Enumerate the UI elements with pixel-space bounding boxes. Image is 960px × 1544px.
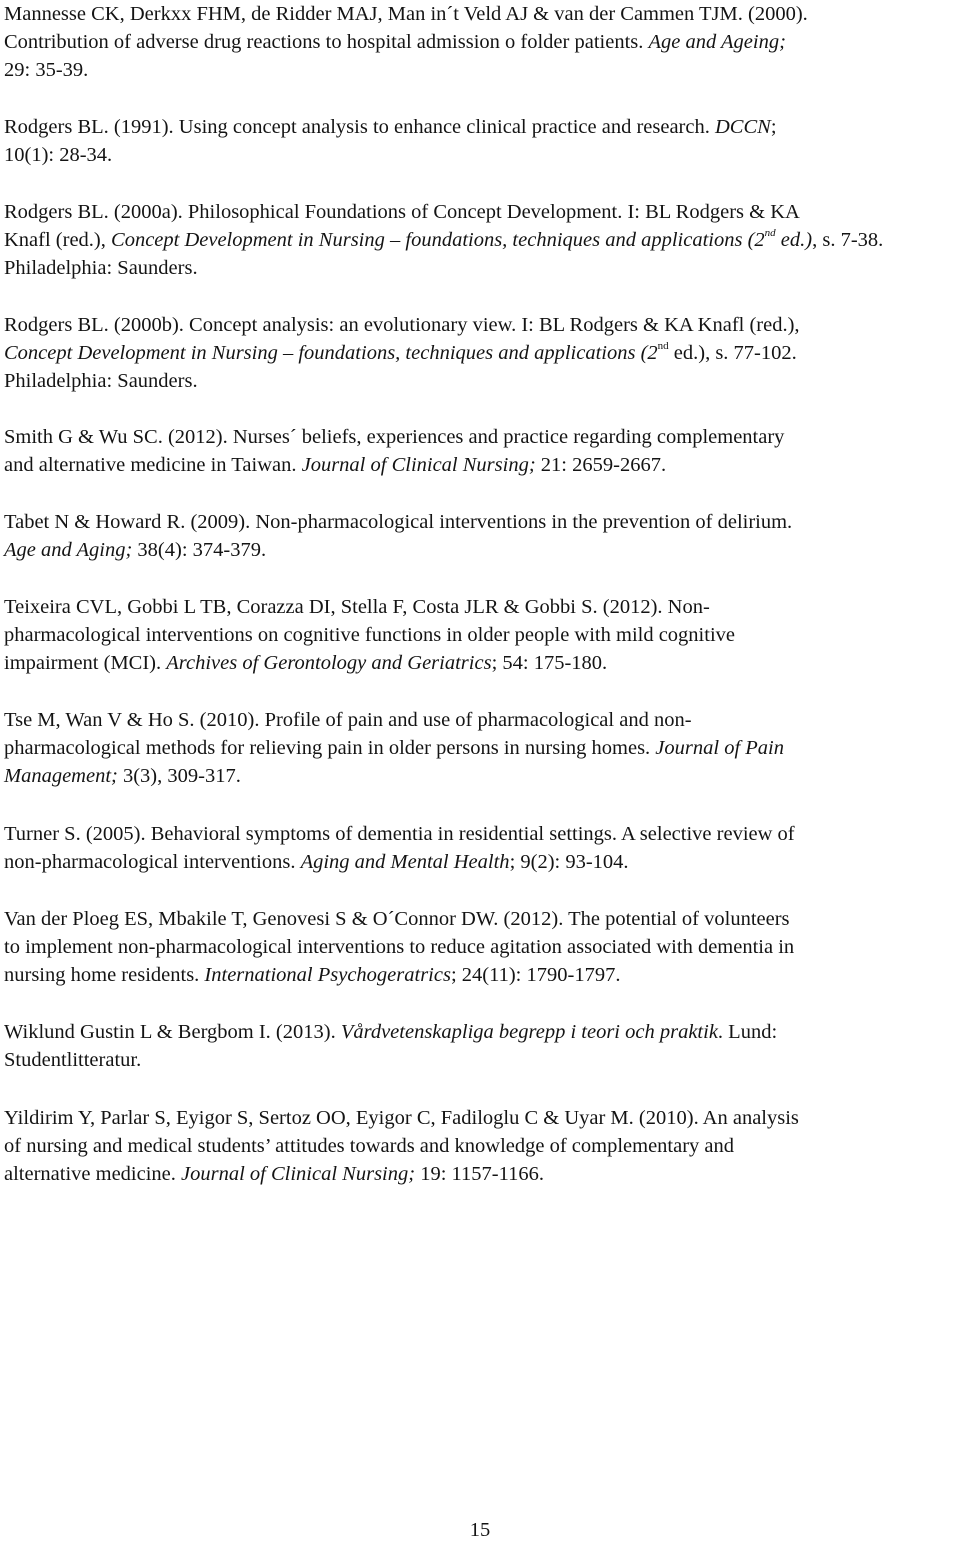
reference-text: ; — [770, 116, 777, 138]
reference-text: ed.), s. 77-102. — [668, 342, 797, 364]
italic-text: Age and Ageing; — [648, 31, 786, 53]
reference-entry — [4, 311, 954, 395]
reference-text: 10(1): 28-34. — [4, 144, 113, 166]
reference-line — [4, 311, 954, 339]
reference-text: ; 24(11): 1790-1797. — [450, 964, 621, 986]
reference-line — [4, 536, 954, 564]
reference-line — [4, 1046, 954, 1074]
reference-text: 19: 1157-1166. — [415, 1163, 544, 1185]
reference-line — [4, 706, 954, 734]
reference-text: Philadelphia: Saunders. — [4, 370, 198, 392]
reference-text: Rodgers BL. (2000b). Concept analysis: an evolutionary view. I: BL Rodgers & KA Knafl (red.), — [4, 314, 800, 336]
reference-line — [4, 1018, 954, 1046]
reference-text: to implement non-pharmacological interventions to reduce agitation associated with dementia in — [4, 936, 795, 958]
reference-text: ; 9(2): 93-104. — [509, 851, 629, 873]
reference-line — [4, 56, 954, 84]
superscript-text: nd — [657, 340, 669, 353]
reference-line — [4, 848, 954, 876]
reference-text: 3(3), 309-317. — [117, 765, 241, 787]
reference-line — [4, 593, 954, 621]
reference-text: and alternative medicine in Taiwan. — [4, 454, 302, 476]
italic-text: Concept Development in Nursing – foundations, techniques and applications (2 — [4, 342, 658, 364]
page-number: 15 — [469, 1519, 491, 1541]
italic-text: Archives of Gerontology and Geriatrics — [166, 652, 492, 674]
reference-line — [4, 621, 954, 649]
reference-text: 21: 2659-2667. — [535, 454, 667, 476]
reference-text: Philadelphia: Saunders. — [4, 257, 198, 279]
reference-text: 29: 35-39. — [4, 59, 89, 81]
reference-entry — [4, 905, 954, 989]
reference-text: impairment (MCI). — [4, 652, 167, 674]
reference-line — [4, 0, 954, 28]
reference-line — [4, 649, 954, 677]
reference-entry — [4, 820, 954, 876]
reference-text: Mannesse CK, Derkxx FHM, de Ridder MAJ, Man in´t Veld AJ & van der Cammen TJM. (2000). — [4, 3, 808, 25]
reference-text: alternative medicine. — [4, 1163, 182, 1185]
italic-text: Journal of Clinical Nursing; — [301, 454, 536, 476]
reference-text: Yildirim Y, Parlar S, Eyigor S, Sertoz OO, Eyigor C, Fadiloglu C & Uyar M. (2010). An analysis — [4, 1107, 799, 1129]
reference-text: Rodgers BL. (2000a). Philosophical Foundations of Concept Development. I: BL Rodgers & KA — [4, 201, 800, 223]
italic-text: Aging and Mental Health — [300, 851, 510, 873]
reference-entry — [4, 0, 954, 84]
reference-line — [4, 423, 954, 451]
reference-text: . Lund: — [717, 1021, 778, 1043]
reference-text: 38(4): 374-379. — [132, 539, 267, 561]
reference-text: nursing home residents. — [4, 964, 205, 986]
reference-line — [4, 734, 954, 762]
reference-text: pharmacological interventions on cognitive functions in older people with mild cognitive — [4, 624, 735, 646]
italic-text: International Psychogeratrics — [204, 964, 451, 986]
reference-line — [4, 451, 954, 479]
reference-text: Teixeira CVL, Gobbi L TB, Corazza DI, Stella F, Costa JLR & Gobbi S. (2012). Non- — [4, 596, 710, 618]
reference-line — [4, 933, 954, 961]
reference-text: Studentlitteratur. — [4, 1049, 142, 1071]
reference-entry — [4, 1018, 954, 1074]
italic-text: Concept Development in Nursing – foundations, techniques and applications (2 — [111, 229, 765, 251]
italic-text: Management; — [4, 765, 118, 787]
reference-line — [4, 367, 954, 395]
reference-entry — [4, 1104, 954, 1188]
reference-text: Smith G & Wu SC. (2012). Nurses´ beliefs, experiences and practice regarding complementary — [4, 426, 785, 448]
italic-text: ed.) — [775, 229, 813, 251]
reference-text: Knafl (red.), — [4, 229, 112, 251]
reference-entry — [4, 113, 954, 169]
reference-line — [4, 226, 954, 254]
superscript-text: nd — [764, 227, 776, 240]
italic-text: Age and Aging; — [4, 539, 133, 561]
reference-entry — [4, 508, 954, 564]
reference-line — [4, 762, 954, 790]
reference-line — [4, 198, 954, 226]
reference-text: Turner S. (2005). Behavioral symptoms of dementia in residential settings. A selective review of — [4, 823, 795, 845]
reference-entry — [4, 593, 954, 677]
reference-line — [4, 1132, 954, 1160]
reference-text: non-pharmacological interventions. — [4, 851, 301, 873]
reference-line — [4, 339, 954, 367]
reference-text: Tse M, Wan V & Ho S. (2010). Profile of pain and use of pharmacological and non- — [4, 709, 692, 731]
reference-line — [4, 254, 954, 282]
reference-text: Van der Ploeg ES, Mbakile T, Genovesi S & O´Connor DW. (2012). The potential of volunteers — [4, 908, 790, 930]
reference-entry — [4, 706, 954, 790]
italic-text: Vårdvetenskapliga begrepp i teori och praktik — [340, 1021, 718, 1043]
reference-text: Wiklund Gustin L & Bergbom I. (2013). — [4, 1021, 341, 1043]
italic-text: Journal of Clinical Nursing; — [181, 1163, 416, 1185]
reference-text: pharmacological methods for relieving pain in older persons in nursing homes. — [4, 737, 656, 759]
reference-text: ; 54: 175-180. — [491, 652, 608, 674]
reference-line — [4, 141, 954, 169]
reference-line — [4, 820, 954, 848]
reference-entry — [4, 423, 954, 479]
reference-line — [4, 961, 954, 989]
reference-line — [4, 905, 954, 933]
reference-line — [4, 1104, 954, 1132]
reference-text: Rodgers BL. (1991). Using concept analysis to enhance clinical practice and research. — [4, 116, 715, 138]
italic-text: DCCN — [714, 116, 771, 138]
reference-text: Tabet N & Howard R. (2009). Non-pharmacological interventions in the prevention of delirium. — [4, 511, 793, 533]
reference-text: , s. 7-38. — [812, 229, 884, 251]
reference-line — [4, 113, 954, 141]
reference-text: Contribution of adverse drug reactions to hospital admission o folder patients. — [4, 31, 649, 53]
italic-text: Journal of Pain — [655, 737, 784, 759]
reference-text: of nursing and medical students’ attitudes towards and knowledge of complementary and — [4, 1135, 735, 1157]
reference-entry — [4, 198, 954, 282]
reference-line — [4, 28, 954, 56]
reference-line — [4, 1160, 954, 1188]
reference-line — [4, 508, 954, 536]
